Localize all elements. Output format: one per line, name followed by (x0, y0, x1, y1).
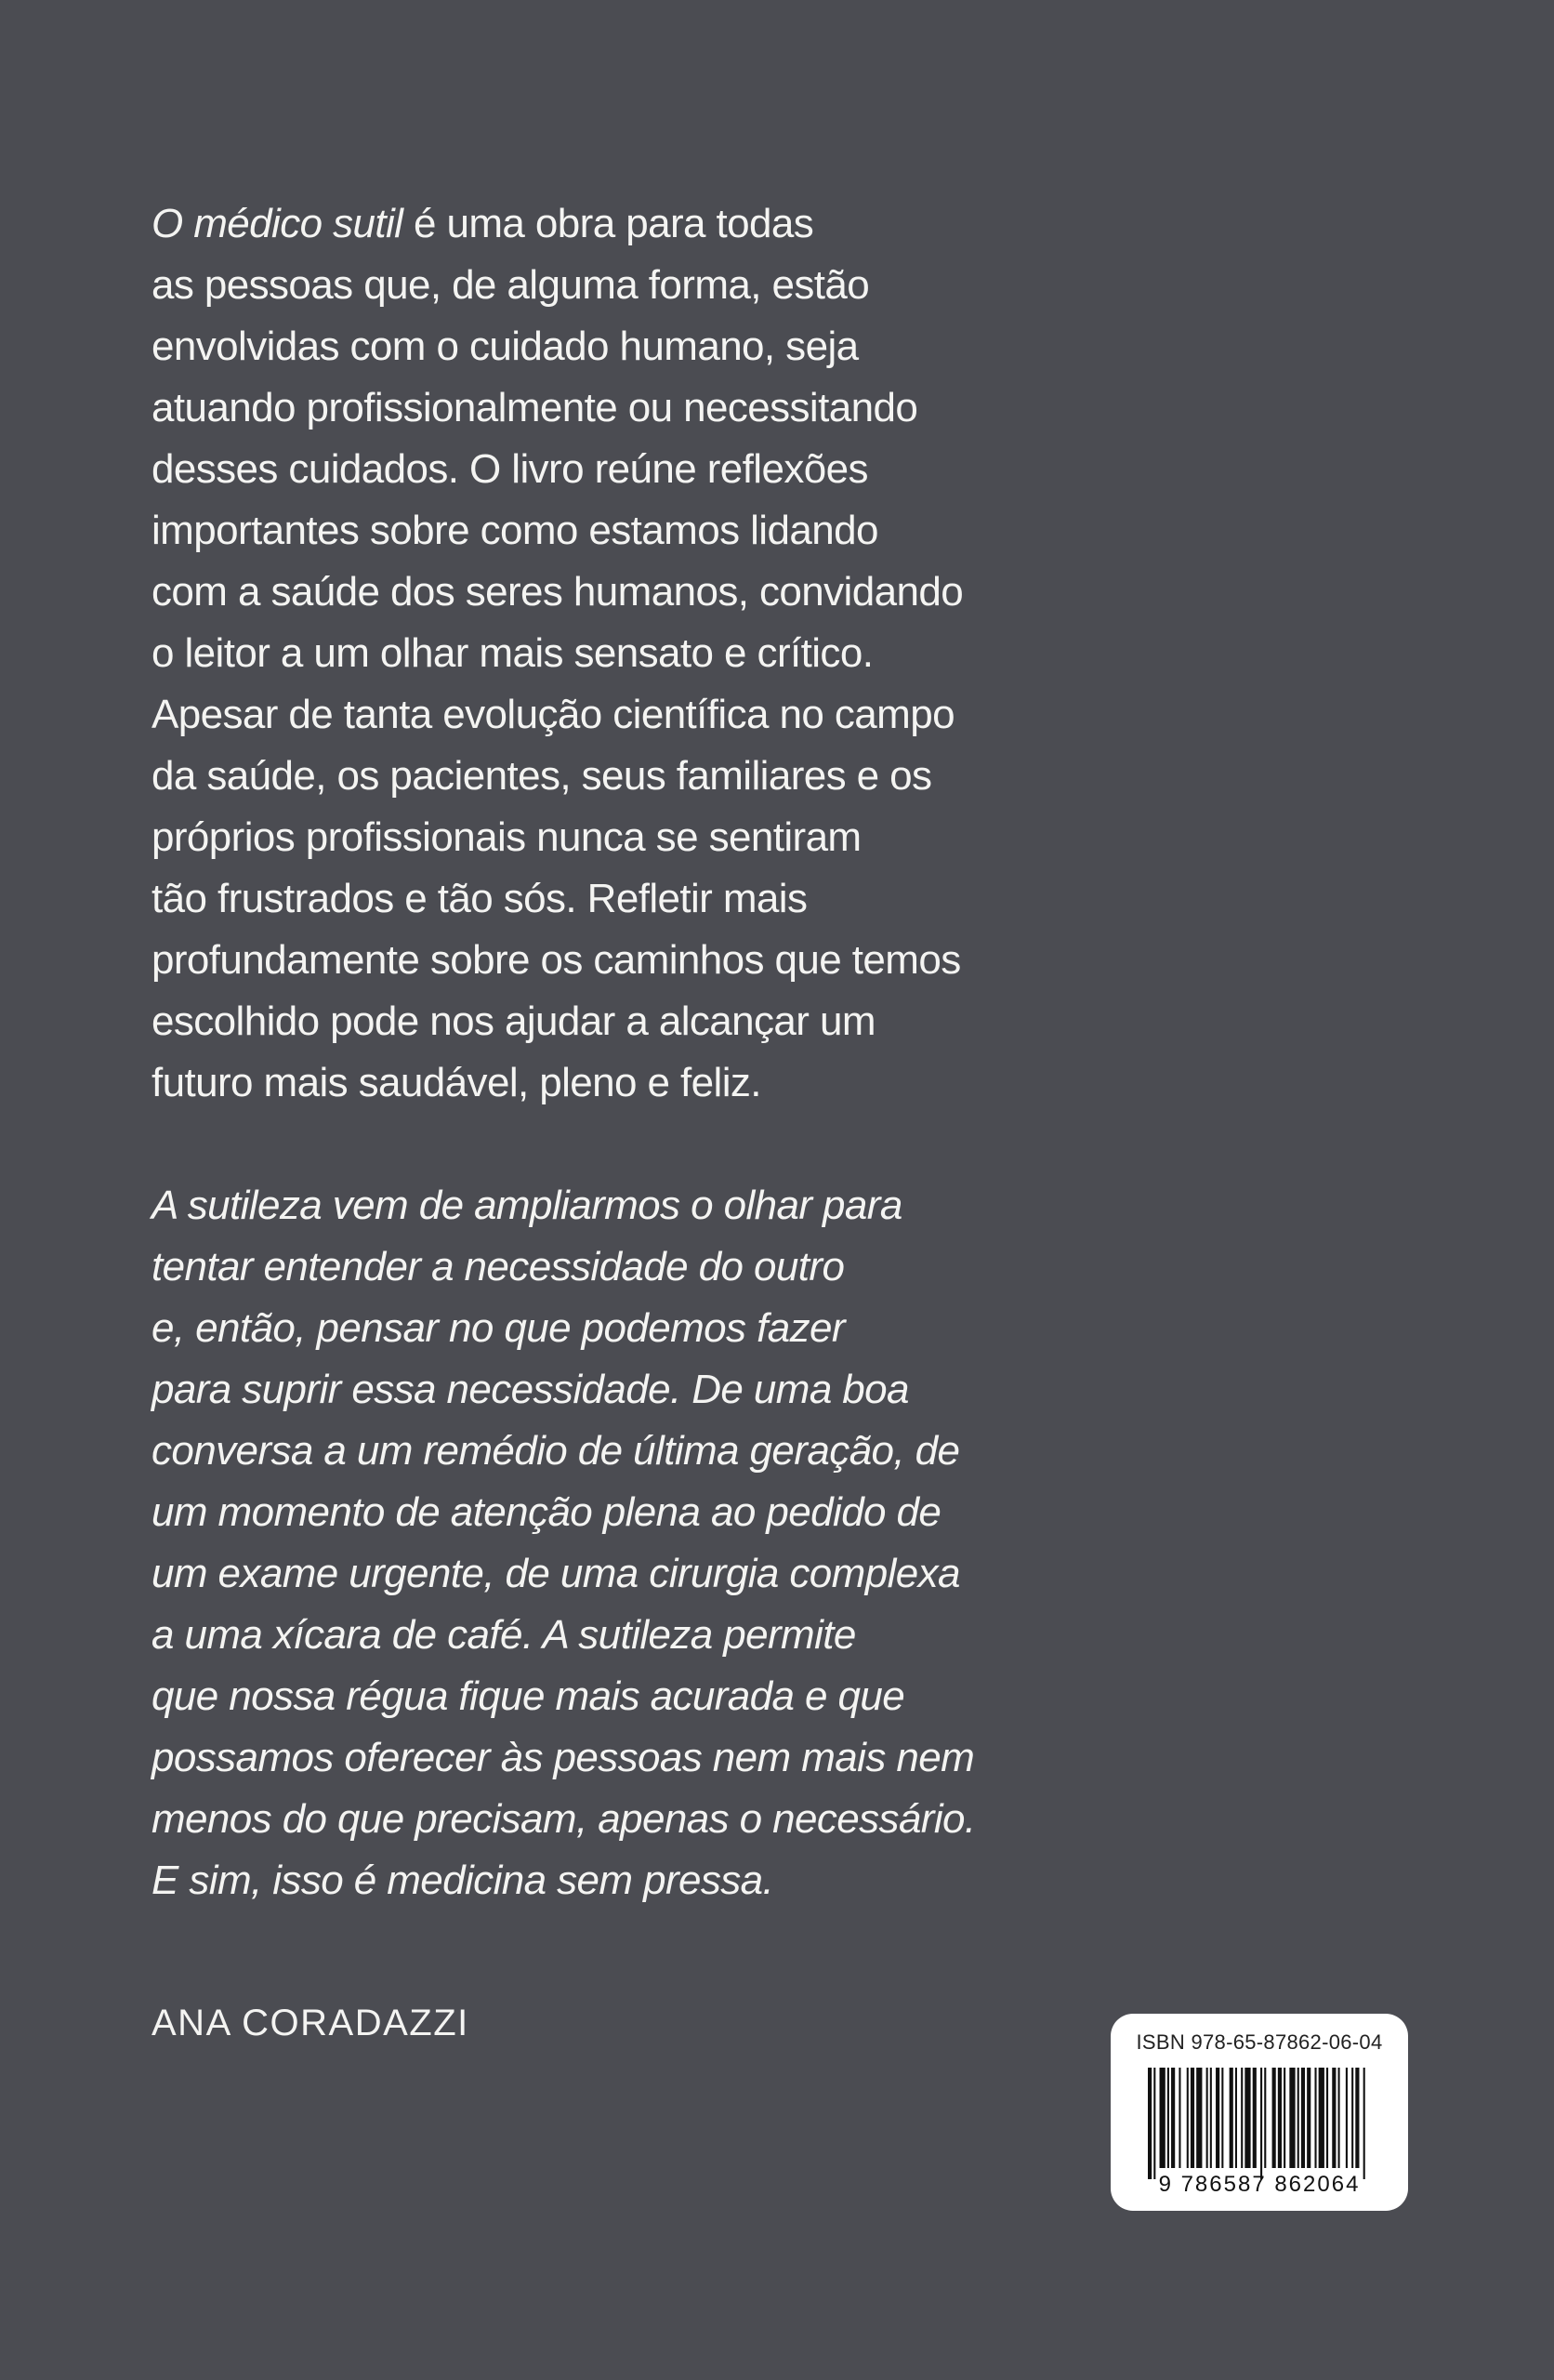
barcode-bar (1245, 2068, 1250, 2168)
synopsis-line: futuro mais saudável, pleno e feliz. (151, 1060, 761, 1105)
barcode-bar (1284, 2068, 1285, 2168)
barcode-bar (1148, 2068, 1152, 2179)
barcode-bar (1179, 2068, 1180, 2168)
isbn-label: ISBN 978-65-87862-06-04 (1136, 2030, 1383, 2054)
barcode-bar (1289, 2068, 1295, 2168)
barcode-bar (1338, 2068, 1340, 2168)
synopsis-line: atuando profissionalmente ou necessitando (151, 385, 918, 430)
synopsis-line: escolhido pode nos ajudar a alcançar um (151, 998, 876, 1044)
barcode-bar (1346, 2068, 1348, 2168)
barcode-bar (1326, 2068, 1328, 2168)
synopsis-line (151, 193, 951, 255)
barcode-bar (1210, 2068, 1212, 2168)
barcode-bar (1167, 2068, 1169, 2168)
synopsis-line: as pessoas que, de alguma forma, estão (151, 262, 870, 308)
isbn-barcode (1111, 2014, 1408, 2211)
synopsis-line: possamos oferecer às pessoas nem mais nem (151, 1735, 975, 1780)
barcode-bar (1187, 2068, 1189, 2168)
synopsis-line: da saúde, os pacientes, seus familiares e os (151, 753, 932, 799)
barcode-bar (1319, 2068, 1324, 2168)
barcode-bar (1355, 2068, 1359, 2168)
synopsis-line: próprios profissionais nunca se sentiram (151, 814, 862, 860)
synopsis-line: envolvidas com o cuidado humano, seja (151, 324, 859, 369)
barcode-bar (1230, 2068, 1233, 2168)
synopsis-line: o leitor a um olhar mais sensato e crítico. (151, 630, 874, 676)
synopsis-line: menos do que precisam, apenas o necessário. (151, 1796, 976, 1842)
barcode-bar (1363, 2068, 1365, 2179)
barcode-bar (1241, 2068, 1243, 2168)
synopsis-line: tão frustrados e tão sós. Refletir mais (151, 876, 808, 921)
barcode-bar (1160, 2068, 1166, 2168)
synopsis-paragraph-2-italic (151, 1175, 976, 1911)
synopsis-line: A sutileza vem de ampliarmos o olhar para (151, 1183, 902, 1228)
barcode-bar (1171, 2068, 1175, 2168)
barcode-digits: 9 786587 862064 (1158, 2172, 1361, 2197)
synopsis-line: a uma xícara de café. A sutileza permite (151, 1612, 856, 1658)
book-title-italic: O médico sutil (151, 201, 403, 246)
synopsis-line: para suprir essa necessidade. De uma boa (151, 1367, 909, 1412)
synopsis-line: um exame urgente, de uma cirurgia complexa (151, 1551, 960, 1596)
barcode-bar (1314, 2068, 1316, 2168)
synopsis-text-block (151, 193, 976, 1911)
barcode-bar (1153, 2068, 1155, 2179)
barcode-bars-icon (1148, 2068, 1371, 2179)
synopsis-line: tentar entender a necessidade do outro (151, 1244, 845, 1289)
barcode-bar (1216, 2068, 1219, 2168)
synopsis-line: que nossa régua fique mais acurada e que (151, 1673, 905, 1719)
synopsis-first-line-rest: é uma obra para todas (402, 201, 814, 246)
synopsis-line: desses cuidados. O livro reúne reflexões (151, 446, 868, 492)
barcode-bar (1253, 2068, 1257, 2168)
barcode-bar (1260, 2068, 1262, 2179)
barcode-bar (1351, 2068, 1353, 2168)
synopsis-paragraph-1 (151, 193, 964, 1114)
barcode-bar (1221, 2068, 1223, 2168)
barcode-bar (1235, 2068, 1237, 2168)
barcode-bar (1301, 2068, 1305, 2168)
barcode-bar (1264, 2068, 1266, 2168)
synopsis-line: E sim, isso é medicina sem pressa. (151, 1858, 774, 1903)
barcode-bar (1206, 2068, 1208, 2168)
barcode-bar (1272, 2068, 1276, 2168)
synopsis-line: profundamente sobre os caminhos que temos (151, 937, 961, 983)
barcode-bar (1191, 2068, 1194, 2168)
synopsis-line: um momento de atenção plena ao pedido de (151, 1489, 942, 1535)
barcode-bar (1196, 2068, 1202, 2168)
synopsis-line: Apesar de tanta evolução científica no campo (151, 692, 955, 737)
synopsis-line: importantes sobre como estamos lidando (151, 508, 878, 553)
barcode-bar (1297, 2068, 1299, 2168)
synopsis-line: com a saúde dos seres humanos, convidando (151, 569, 964, 615)
barcode-bar (1307, 2068, 1310, 2168)
author-name: ANA CORADAZZI (151, 2003, 469, 2043)
synopsis-line: e, então, pensar no que podemos fazer (151, 1305, 845, 1351)
barcode-bar (1278, 2068, 1282, 2168)
synopsis-line: conversa a um remédio de última geração, de (151, 1428, 960, 1474)
barcode-bar (1332, 2068, 1336, 2168)
